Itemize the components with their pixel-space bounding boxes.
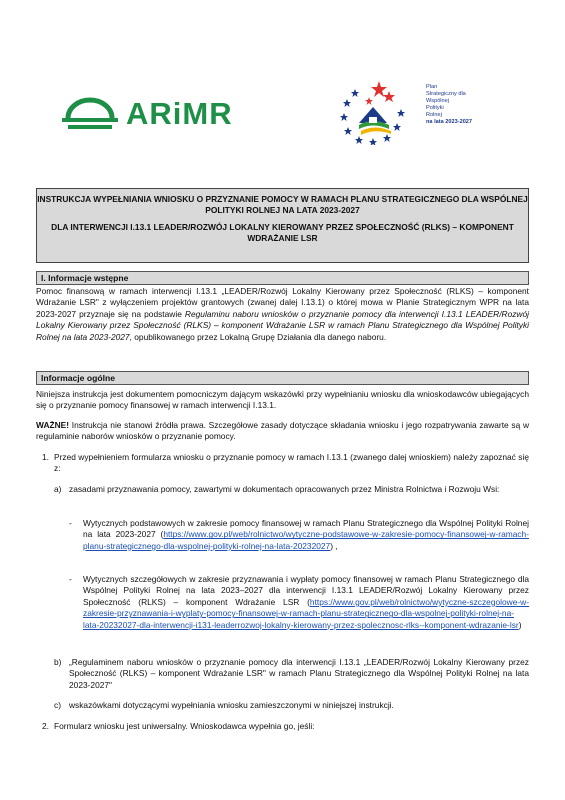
list-item-1: Przed wypełnieniem formularza wniosku o przyznanie pomocy w ramach I.13.1 (zwanego dalej wnioskiem) należy zapoznać się z:: [54, 452, 529, 474]
ps-line: na lata 2023-2027: [426, 119, 473, 125]
intro-text-a: Pomoc finansową w ramach interwencji I.13.1 „LEADER/Rozwój Lokalny Kierowany przez Społeczność (RLKS) – komponent Wdrażanie LSR" z wyłączeniem projektów grantowych (zwanej dalej I.13.1) o której mowa w Planie Strategicznym WPR na lata 2023-2027 przyznaje się na podstawie: [36, 286, 529, 319]
dash2-text: Wytycznych szczegółowych w zakresie przyznawania i wypłaty pomocy finansowej w ramach Planu Strategicznego dla Wspólnej Polityki Rolnej na lata 2023–2027 dla interwencji I.13.1 LEADER/Rozwój Lokalny Kierowany przez Społeczność (RLKS) – komponent Wdrażanie LSR (: [83, 574, 529, 607]
list-letter-c: c): [54, 700, 61, 710]
section-heading-general: Informacje ogólne: [36, 371, 529, 385]
dash-bullet: -: [69, 518, 72, 528]
header-logos: [0, 0, 565, 160]
list-number-2: 2.: [42, 721, 49, 731]
intro-text-b: opublikowanego przez Lokalną Grupę Działania dla danego naboru.: [131, 331, 387, 342]
arimr-logo-text: ARiMR: [126, 96, 233, 131]
ps-line: Rolnej: [426, 112, 442, 118]
dash1-text: Wytycznych podstawowych w zakresie pomocy finansowej w ramach Planu Strategicznego dla Wspólnej Polityki Rolnej na lata 2023-2027 (: [83, 518, 529, 540]
list-item-2: Formularz wniosku jest uniwersalny. Wnioskodawca wypełnia go, jeśli:: [54, 721, 315, 731]
intro-text-italic: Regulaminu naboru wniosków o przyznanie pomocy dla interwencji I.13.1 LEADER/Rozwój Lokalny Kierowany przez Społeczność (RLKS) – komponent Wdrażanie LSR w ramach Planu Strategicznego dla Wspólnej Polityki Rolnej na lata 2023-2027,: [36, 308, 529, 342]
list-item-b: „Regulaminem naboru wniosków o przyznanie pomocy dla interwencji I.13.1 „LEADER/Rozwój Lokalny Kierowany przez Społeczność (RLKS) – komponent Wdrażanie LSR" w ramach Planu Strategicznego dla Wspólnej Polityki Rolnej na lata 2023-2027": [69, 657, 529, 690]
ps-line: Plan: [426, 84, 438, 90]
dash1-end: ) ,: [330, 540, 338, 551]
warning-label: WAŻNE!: [36, 420, 70, 430]
plan-strategiczny-text: [426, 84, 472, 126]
arimr-emblem-icon: [60, 96, 120, 132]
intro-paragraph: [36, 286, 529, 343]
warning-text: Instrukcja nie stanowi źródła prawa. Szczegółowe zasady dotyczące składania wniosku i jego rozpatrywania zawarte są w regulaminie naborów wniosków o przyznanie pomocy.: [36, 420, 529, 442]
arimr-logo: [60, 96, 233, 132]
document-subtitle: DLA INTERWENCJI I.13.1 LEADER/ROZWÓJ LOKALNY KIEROWANY PRZEZ SPOŁECZNOŚĆ (RLKS) – KOMPONENT WDRAŻANIE LSR: [51, 222, 514, 243]
document-title: INSTRUKCJA WYPEŁNIANIA WNIOSKU O PRZYZNANIE POMOCY W RAMACH PLANU STRATEGICZNEGO DLA WSPÓLNEJ POLITYKI ROLNEJ NA LATA 2023-2027: [37, 194, 528, 215]
list-number-1: 1.: [42, 452, 49, 462]
document-title-box: [36, 188, 529, 263]
list-item-a: zasadami przyznawania pomocy, zawartymi w dokumentach opracowanych przez Ministra Rolnictwa i Rozwoju Wsi:: [69, 484, 500, 494]
warning-paragraph: [36, 420, 529, 443]
ps-line: Wspólnej: [426, 98, 450, 104]
list-letter-a: a): [54, 484, 62, 494]
dash2-end: ): [518, 619, 522, 630]
list-item-c: wskazówkami dotyczącymi wypełniania wniosku zamieszczonymi w niniejszej instrukcji.: [69, 700, 394, 710]
dash2-link[interactable]: https://www.gov.pl/web/rolnictwo/wytyczne-szczegolowe-w-zakresie-przyznawania-i-wyplaty-pomocy-finansowej-w-ramach-planu-strategicznego-dla-wspolnej-polityki-rolnej-na-lata-20232027-dla-interwencji-i131-leaderrozwoj-lokalny-kierowany-przez-spolecznosc-rlks--komponent-wdrazanie-lsr: [83, 596, 529, 630]
plan-strategiczny-logo: [335, 77, 425, 145]
list-letter-b: b): [54, 657, 62, 667]
dash-bullet: -: [69, 574, 72, 584]
dash1-link[interactable]: https://www.gov.pl/web/rolnictwo/wytyczne-podstawowe-w-zakresie-pomocy-finansowej-w-ramach-planu-strategicznego-dla-wspolnej-polityki-rolnej-na-lata-20232027: [83, 529, 529, 551]
section-heading-intro: I. Informacje wstępne: [36, 271, 529, 285]
list-item-dash-2: [83, 574, 529, 631]
ps-line: Polityki: [426, 105, 444, 111]
general-paragraph: Niniejsza instrukcja jest dokumentem pomocniczym dającym wskazówki przy wypełnianiu wniosku dla wnioskodawców ubiegających się o przyznanie pomocy finansowej w ramach interwencji I.13.1.: [36, 389, 529, 411]
list-item-dash-1: [83, 518, 529, 552]
ps-line: Strategiczny dla: [426, 91, 466, 97]
